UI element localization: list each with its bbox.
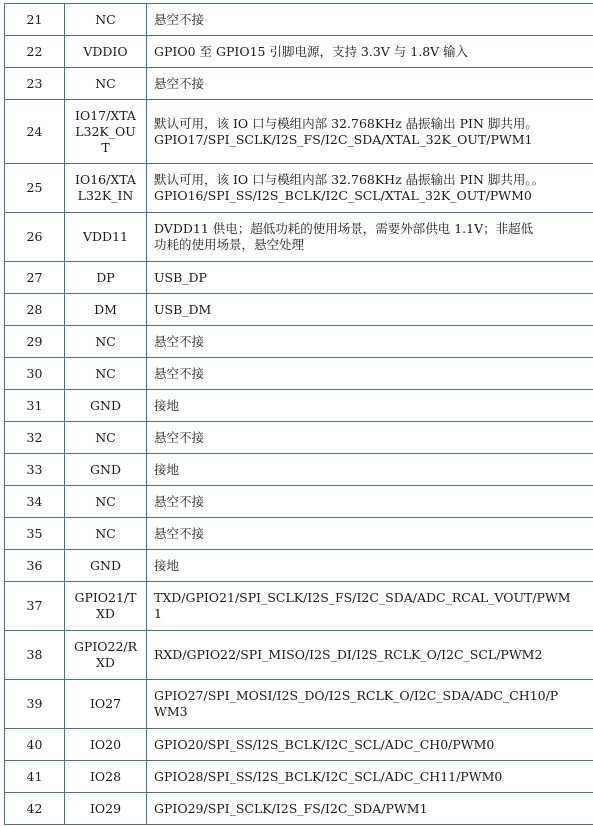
pin-description-cell: USB_DM [147, 294, 593, 326]
pin-number-cell: 21 [5, 4, 65, 36]
table-row [5, 4, 593, 36]
pin-number-cell: 36 [5, 550, 65, 582]
pin-description-cell: 悬空不接 [147, 518, 593, 550]
table-row [5, 550, 593, 582]
pin-number-cell: 30 [5, 358, 65, 390]
pin-description-cell: USB_DP [147, 262, 593, 294]
pin-number-cell: 24 [5, 100, 65, 164]
pin-name-cell: NC [65, 518, 147, 550]
table-row [5, 582, 593, 631]
pin-table-body [5, 4, 593, 825]
table-row [5, 680, 593, 729]
table-row [5, 36, 593, 68]
pin-description-cell: 悬空不接 [147, 422, 593, 454]
pin-description-cell: GPIO28/SPI_SS/I2S_BCLK/I2C_SCL/ADC_CH11/PWM0 [147, 761, 593, 793]
table-row [5, 793, 593, 825]
table-row [5, 68, 593, 100]
pin-name-cell: IO20 [65, 729, 147, 761]
pin-number-cell: 33 [5, 454, 65, 486]
pin-name-cell: GPIO21/T XD [65, 582, 147, 631]
table-row [5, 164, 593, 213]
pin-number-cell: 37 [5, 582, 65, 631]
pin-name-cell: DP [65, 262, 147, 294]
table-row [5, 326, 593, 358]
pin-number-cell: 40 [5, 729, 65, 761]
pin-description-cell: DVDD11 供电；超低功耗的使用场景，需要外部供电 1.1V；非超低 功耗的使用场景，悬空处理 [147, 213, 593, 262]
pin-name-cell: NC [65, 422, 147, 454]
table-row [5, 631, 593, 680]
pin-description-cell: GPIO29/SPI_SCLK/I2S_FS/I2C_SDA/PWM1 [147, 793, 593, 825]
table-row [5, 294, 593, 326]
table-row [5, 358, 593, 390]
pin-description-cell: 接地 [147, 550, 593, 582]
pin-description-cell: RXD/GPIO22/SPI_MISO/I2S_DI/I2S_RCLK_O/I2C_SCL/PWM2 [147, 631, 593, 680]
pin-number-cell: 38 [5, 631, 65, 680]
table-row [5, 729, 593, 761]
pin-name-cell: GPIO22/R XD [65, 631, 147, 680]
pin-number-cell: 32 [5, 422, 65, 454]
pin-name-cell: VDD11 [65, 213, 147, 262]
pin-description-cell: 默认可用，该 IO 口与模组内部 32.768KHz 晶振输出 PIN 脚共用。 GPIO17/SPI_SCLK/I2S_FS/I2C_SDA/XTAL_32K_OUT/PWM1 [147, 100, 593, 164]
table-row [5, 390, 593, 422]
pin-number-cell: 28 [5, 294, 65, 326]
pin-description-cell: 悬空不接 [147, 326, 593, 358]
pin-name-cell: NC [65, 326, 147, 358]
pin-description-cell: 默认可用，该 IO 口与模组内部 32.768KHz 晶振输出 PIN 脚共用。。 GPIO16/SPI_SS/I2S_BCLK/I2C_SCL/XTAL_32K_OUT/PWM0 [147, 164, 593, 213]
pin-number-cell: 39 [5, 680, 65, 729]
pin-name-cell: VDDIO [65, 36, 147, 68]
pin-name-cell: IO16/XTA L32K_IN [65, 164, 147, 213]
pin-name-cell: DM [65, 294, 147, 326]
table-row [5, 518, 593, 550]
pin-description-cell: TXD/GPIO21/SPI_SCLK/I2S_FS/I2C_SDA/ADC_RCAL_VOUT/PWM 1 [147, 582, 593, 631]
table-row [5, 262, 593, 294]
pin-name-cell: GND [65, 550, 147, 582]
pin-name-cell: GND [65, 390, 147, 422]
pin-name-cell: GND [65, 454, 147, 486]
pin-number-cell: 35 [5, 518, 65, 550]
table-row [5, 100, 593, 164]
pin-number-cell: 27 [5, 262, 65, 294]
pin-name-cell: IO29 [65, 793, 147, 825]
pin-number-cell: 22 [5, 36, 65, 68]
pin-number-cell: 23 [5, 68, 65, 100]
pin-description-cell: 接地 [147, 454, 593, 486]
pin-description-cell: 悬空不接 [147, 358, 593, 390]
table-row [5, 486, 593, 518]
table-row [5, 422, 593, 454]
pin-number-cell: 26 [5, 213, 65, 262]
pin-name-cell: NC [65, 486, 147, 518]
pin-description-cell: 悬空不接 [147, 486, 593, 518]
pin-description-cell: GPIO20/SPI_SS/I2S_BCLK/I2C_SCL/ADC_CH0/PWM0 [147, 729, 593, 761]
pin-number-cell: 31 [5, 390, 65, 422]
pin-number-cell: 25 [5, 164, 65, 213]
pin-definition-table [4, 3, 593, 825]
table-row [5, 213, 593, 262]
pin-number-cell: 41 [5, 761, 65, 793]
pin-number-cell: 29 [5, 326, 65, 358]
pin-description-cell: 悬空不接 [147, 68, 593, 100]
pin-number-cell: 34 [5, 486, 65, 518]
pin-name-cell: IO17/XTA L32K_OU T [65, 100, 147, 164]
pin-name-cell: IO28 [65, 761, 147, 793]
table-row [5, 761, 593, 793]
pin-description-cell: GPIO27/SPI_MOSI/I2S_DO/I2S_RCLK_O/I2C_SDA/ADC_CH10/P WM3 [147, 680, 593, 729]
table-row [5, 454, 593, 486]
pin-description-cell: GPIO0 至 GPIO15 引脚电源，支持 3.3V 与 1.8V 输入 [147, 36, 593, 68]
pin-description-cell: 悬空不接 [147, 4, 593, 36]
pin-description-cell: 接地 [147, 390, 593, 422]
pin-name-cell: NC [65, 4, 147, 36]
pin-number-cell: 42 [5, 793, 65, 825]
pin-name-cell: IO27 [65, 680, 147, 729]
pin-name-cell: NC [65, 68, 147, 100]
pin-name-cell: NC [65, 358, 147, 390]
